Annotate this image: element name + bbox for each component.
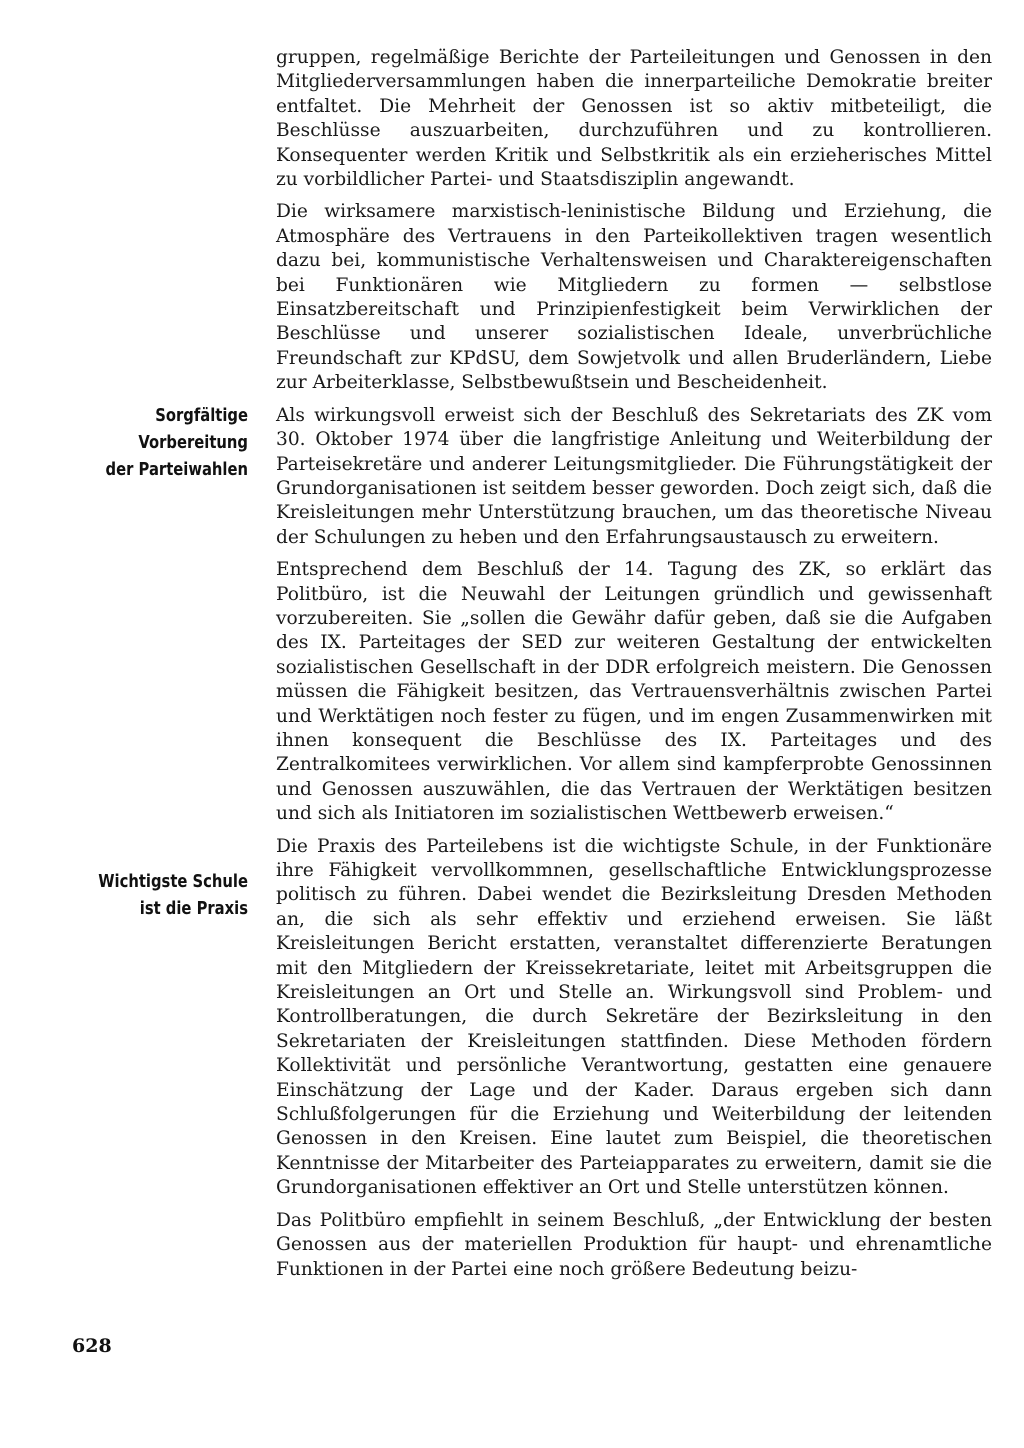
paragraph-3: Als wirkungsvoll erweist sich der Beschluß des Sekretariats des ZK vom 30. Oktober 1974 über die langfristige Anleitung und Weiterbildung der Parteisekretäre und anderer Leitungsmitglieder. Die Führungstätigkeit der Grundorganisationen ist seitdem besser geworden. Doch zeigt sich, daß die Kreisleitungen mehr Unterstützung brauchen, um das theoretische Niveau der Schulungen zu heben und den Erfahrungsaustausch zu erweitern.: [276, 404, 992, 548]
margin-heading-line: der Parteiwahlen: [105, 459, 248, 480]
margin-heading-parteiwahlen: [84, 402, 248, 483]
paragraph-1: gruppen, regelmäßige Berichte der Parteileitungen und Genossen in den Mitgliederversammlungen haben die innerparteiliche Demokratie breiter entfaltet. Die Mehrheit der Genossen ist so aktiv mitbeteiligt, die Beschlüsse auszuarbeiten, durchzuführen und zu kontrollieren. Konsequenter werden Kritik und Selbstkritik als ein erzieherisches Mittel zu vorbildlicher Partei- und Staatsdisziplin angewandt.: [276, 47, 992, 191]
page-number: 628: [72, 1335, 112, 1357]
margin-heading-line: Wichtigste Schule: [98, 871, 248, 892]
margin-heading-praxis: [84, 868, 248, 922]
margin-heading-line: ist die Praxis: [139, 898, 248, 919]
paragraph-6: Das Politbüro empfiehlt in seinem Beschluß, „der Entwicklung der besten Genossen aus der materiellen Produktion für haupt- und ehrenamtliche Funktionen in der Partei eine noch größere Bedeutung beizu-: [276, 1209, 992, 1280]
paragraph-4: Entsprechend dem Beschluß der 14. Tagung des ZK, so erklärt das Politbüro, ist die Neuwahl der Leitungen gründlich und gewissenhaft vorzubereiten. Sie „sollen die Gewähr dafür geben, daß sie die Aufgaben des IX. Parteitages der SED zur weiteren Gestaltung der entwickelten sozialistischen Gesellschaft in der DDR erfolgreich meistern. Die Genossen müssen die Fähigkeit besitzen, das Vertrauensverhältnis zwischen Partei und Werktätigen noch fester zu fügen, und im engen Zusammenwirken mit ihnen konsequent die Beschlüsse des IX. Parteitages und des Zentralkomitees verwirklichen. Vor allem sind kampferprobte Genossinnen und Genossen auszuwählen, die das Vertrauen der Werktätigen besitzen und sich als Initiatoren im sozialistischen Wettbewerb erweisen.“: [276, 559, 992, 825]
paragraph-2: Die wirksamere marxistisch-leninistische Bildung und Erziehung, die Atmosphäre des Vertrauens in den Parteikollektiven tragen wesentlich dazu bei, kommunistische Verhaltensweisen und Charaktereigenschaften bei Funktionären wie Mitgliedern zu formen — selbstlose Einsatzbereitschaft und Prinzipienfestigkeit beim Verwirklichen der Beschlüsse und unserer sozialistischen Ideale, unverbrüchliche Freundschaft zur KPdSU, dem Sowjetvolk und allen Bruderländern, Liebe zur Arbeiterklasse, Selbstbewußtsein und Bescheidenheit.: [276, 201, 992, 394]
main-text-column: [276, 46, 992, 1290]
paragraph-5: Die Praxis des Parteilebens ist die wichtigste Schule, in der Funktionäre ihre Fähigkeit vervollkommnen, gesellschaftliche Entwicklungsprozesse politisch zu führen. Dabei wendet die Bezirksleitung Dresden Methoden an, die sich als sehr effektiv und erziehend erweisen. Sie läßt Kreisleitungen Bericht erstatten, veranstaltet differenzierte Beratungen mit den Mitgliedern der Kreissekretariate, leitet mit Arbeitsgruppen die Kreisleitungen an Ort und Stelle an. Wirkungsvoll sind Problem- und Kontrollberatungen, die durch Sekretäre der Bezirksleitung in den Sekretariaten der Kreisleitungen stattfinden. Diese Methoden fördern Kollektivität und persönliche Verantwortung, gestatten eine genauere Einschätzung der Lage und der Kader. Daraus ergeben sich dann Schlußfolgerungen für die Erziehung und Weiterbildung der leitenden Genossen in den Kreisen. Eine lautet zum Beispiel, die theoretischen Kenntnisse der Mitarbeiter des Parteiapparates zu erweitern, damit sie die Grundorganisationen effektiver an Ort und Stelle unterstützen können.: [276, 835, 992, 1199]
margin-heading-line: Vorbereitung: [138, 432, 248, 453]
margin-heading-line: Sorgfältige: [155, 405, 248, 426]
